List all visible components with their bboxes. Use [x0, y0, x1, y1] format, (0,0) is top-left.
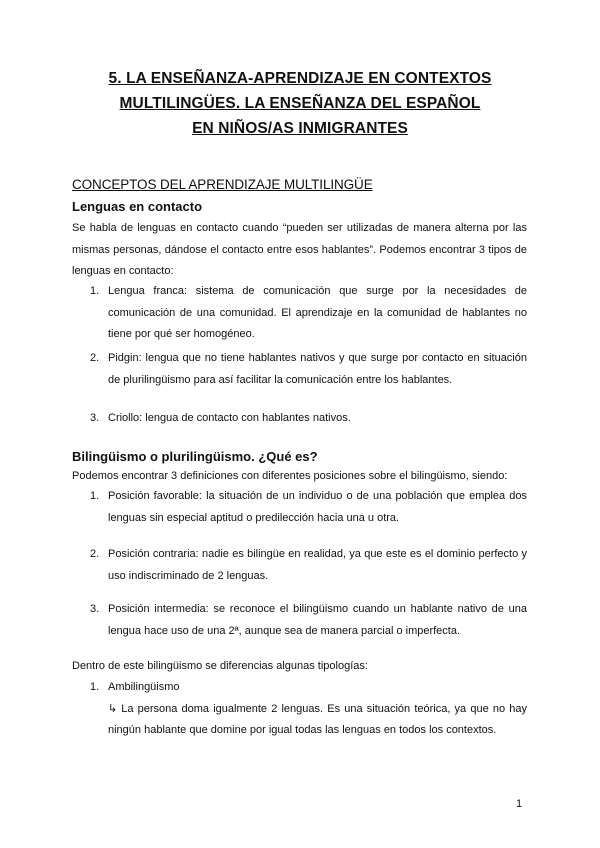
paragraph-lenguas-intro: Se habla de lenguas en contacto cuando “pueden ser utilizadas de manera alterna por las mismas personas, dándose el contacto entre esos hablantes”. Podemos encontrar 3 tipos de lenguas en contacto:: [72, 222, 527, 277]
paragraph-tipologias-intro: Dentro de este bilingüismo se diferencias algunas tipologías:: [72, 660, 368, 672]
tipologia-label: Ambilingüismo: [108, 681, 180, 693]
list-item: [90, 677, 527, 742]
list-number: 1.: [90, 681, 100, 693]
list-text: Posición favorable: la situación de un individuo o de una población que emplea dos lenguas sin especial aptitud o predilección hacia una u otra.: [108, 490, 527, 524]
document-title: [60, 66, 540, 141]
subheading-bilinguismo: Bilingüismo o plurilingüismo. ¿Qué es?: [72, 449, 318, 464]
list-number: 2.: [90, 548, 100, 560]
list-number: 2.: [90, 352, 100, 364]
list-item: [90, 348, 527, 391]
subheading-lenguas-contacto: Lenguas en contacto: [72, 199, 203, 214]
page-number: 1: [516, 798, 523, 810]
section-heading: CONCEPTOS DEL APRENDIZAJE MULTILINGÜE: [72, 177, 373, 192]
paragraph-bilinguismo-intro: Podemos encontrar 3 definiciones con diferentes posiciones sobre el bilingüismo, siendo:: [72, 470, 508, 482]
list-number: 1.: [90, 490, 100, 502]
return-arrow-icon: ↳: [108, 702, 118, 715]
list-item: [90, 486, 527, 529]
list-text: Lengua franca: sistema de comunicación que surge por la necesidades de comunicación de una comunidad. El aprendizaje en la comunidad de hablantes no tiene por qué ser homogéneo.: [108, 285, 527, 340]
list-text: Criollo: lengua de contacto con hablantes nativos.: [108, 412, 351, 424]
list-number: 3.: [90, 603, 100, 615]
list-number: 3.: [90, 412, 100, 424]
list-number: 1.: [90, 285, 100, 297]
list-text: Posición intermedia: se reconoce el bilingüismo cuando un hablante nativo de una lengua hace uso de una 2ª, aunque sea de manera parcial o imperfecta.: [108, 603, 527, 637]
list-text: Posición contraria: nadie es bilingüe en realidad, ya que este es el dominio perfecto y uso indiscriminado de 2 lenguas.: [108, 548, 527, 582]
list-item: [90, 599, 527, 642]
list-item: [90, 544, 527, 587]
title-line-3: EN NIÑOS/AS INMIGRANTES: [192, 120, 408, 137]
title-line-2: MULTILINGÜES. LA ENSEÑANZA DEL ESPAÑOL: [119, 95, 481, 112]
title-line-1: 5. LA ENSEÑANZA-APRENDIZAJE EN CONTEXTOS: [108, 70, 492, 87]
list-item: [90, 281, 527, 346]
list-item: [90, 408, 527, 430]
tipologia-text: La persona doma igualmente 2 lenguas. Es una situación teórica, ya que no hay ningún hablante que domine por igual todas las lenguas en todos los contextos.: [108, 702, 527, 736]
list-text: Pidgin: lengua que no tiene hablantes nativos y que surge por contacto en situación de plurilingüismo para así facilitar la comunicación entre los hablantes.: [108, 352, 527, 386]
